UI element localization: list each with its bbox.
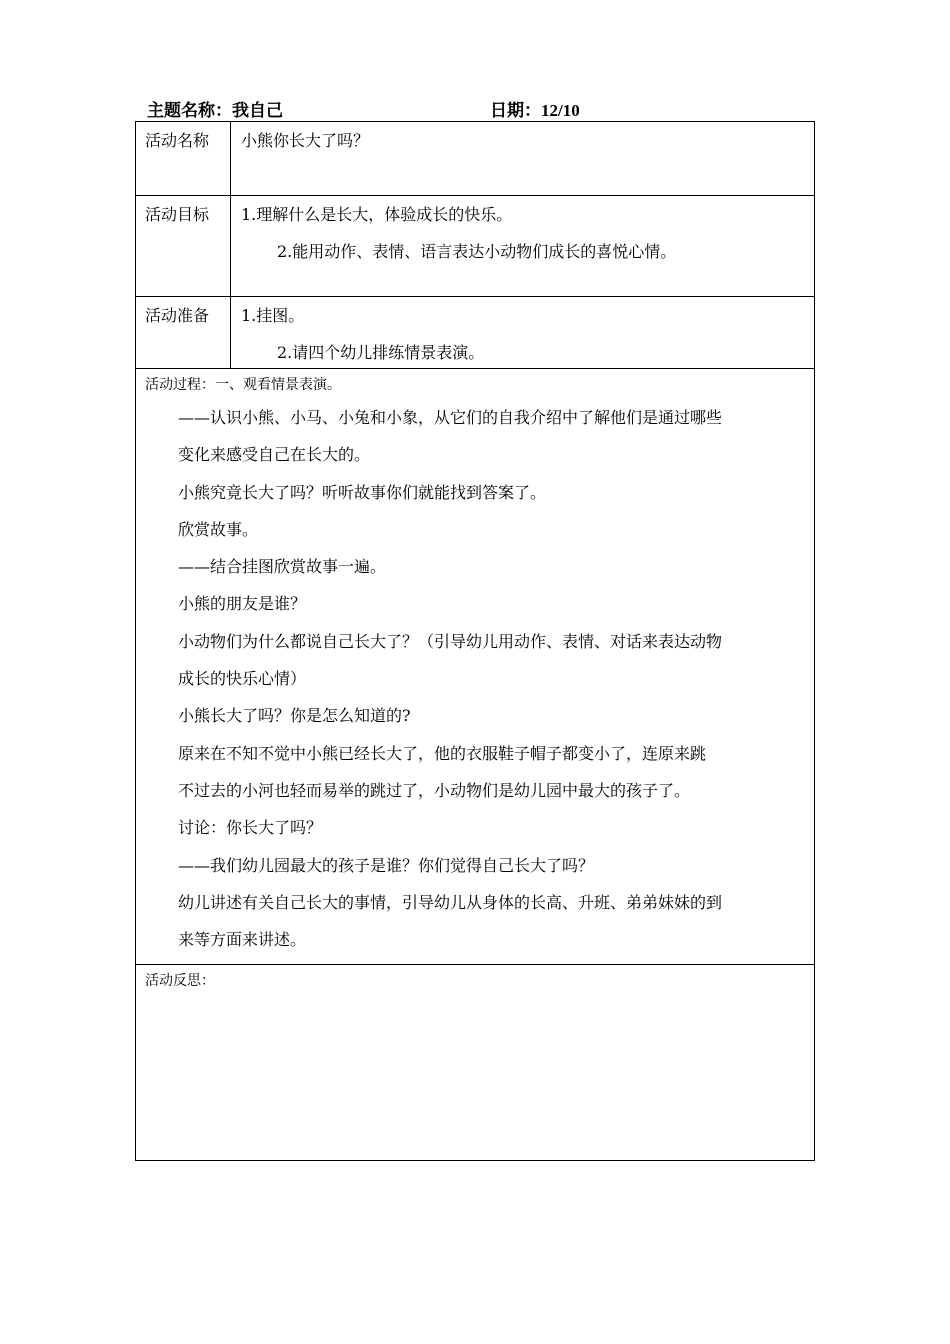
activity-goal-item: 2.能用动作、表情、语言表达小动物们成长的喜悦心情。 (277, 242, 677, 261)
activity-goal-label: 活动目标 (145, 205, 210, 224)
process-line: 变化来感受自己在长大的。 (178, 445, 371, 465)
process-heading: 活动过程：一、观看情景表演。 (145, 377, 341, 393)
column-divider (230, 122, 231, 369)
process-line: 讨论：你长大了吗？ (178, 818, 323, 838)
date-value: 12/10 (541, 101, 580, 120)
activity-prep-label: 活动准备 (145, 306, 210, 325)
process-line: 小熊究竟长大了吗？听听故事你们就能找到答案了。 (178, 482, 547, 502)
activity-prep-item: 2.请四个幼儿排练情景表演。 (277, 343, 485, 362)
process-line: 来等方面来讲述。 (178, 930, 307, 950)
process-body (178, 399, 808, 958)
reflection-label: 活动反思： (145, 973, 215, 989)
activity-name-label: 活动名称 (145, 131, 210, 150)
process-line: 欣赏故事。 (178, 519, 259, 539)
process-line: 小动物们为什么都说自己长大了？（引导幼儿用动作、表情、对话来表达动物 (178, 631, 723, 651)
date-prefix: 日期： (490, 101, 541, 121)
row-divider (136, 964, 814, 965)
row-divider (136, 296, 814, 297)
process-line: 原来在不知不觉中小熊已经长大了，他的衣服鞋子帽子都变小了，连原来跳 (178, 743, 707, 763)
row-divider (136, 368, 814, 369)
theme-title: 主题名称：我自己 (147, 101, 283, 121)
date-label (490, 96, 580, 121)
process-line: 不过去的小河也轻而易举的跳过了，小动物们是幼儿园中最大的孩子了。 (178, 780, 691, 800)
process-line: 小熊长大了吗？你是怎么知道的? (178, 706, 411, 726)
process-line: 幼儿讲述有关自己长大的事情，引导幼儿从身体的长高、升班、弟弟妹妹的到 (178, 892, 723, 912)
process-line: ——结合挂图欣赏故事一遍。 (178, 557, 387, 577)
lesson-plan-table (135, 121, 815, 1161)
activity-goal-item: 1.理解什么是长大，体验成长的快乐。 (241, 205, 513, 224)
process-line: 成长的快乐心情） (178, 669, 307, 689)
process-line: ——认识小熊、小马、小兔和小象，从它们的自我介绍中了解他们是通过哪些 (178, 408, 723, 427)
process-line: ——我们幼儿园最大的孩子是谁？你们觉得自己长大了吗？ (178, 855, 595, 875)
row-divider (136, 195, 814, 196)
process-line: 小熊的朋友是谁？ (178, 594, 307, 614)
activity-prep-item: 1.挂图。 (241, 306, 305, 325)
activity-name-value: 小熊你长大了吗？ (241, 131, 370, 150)
